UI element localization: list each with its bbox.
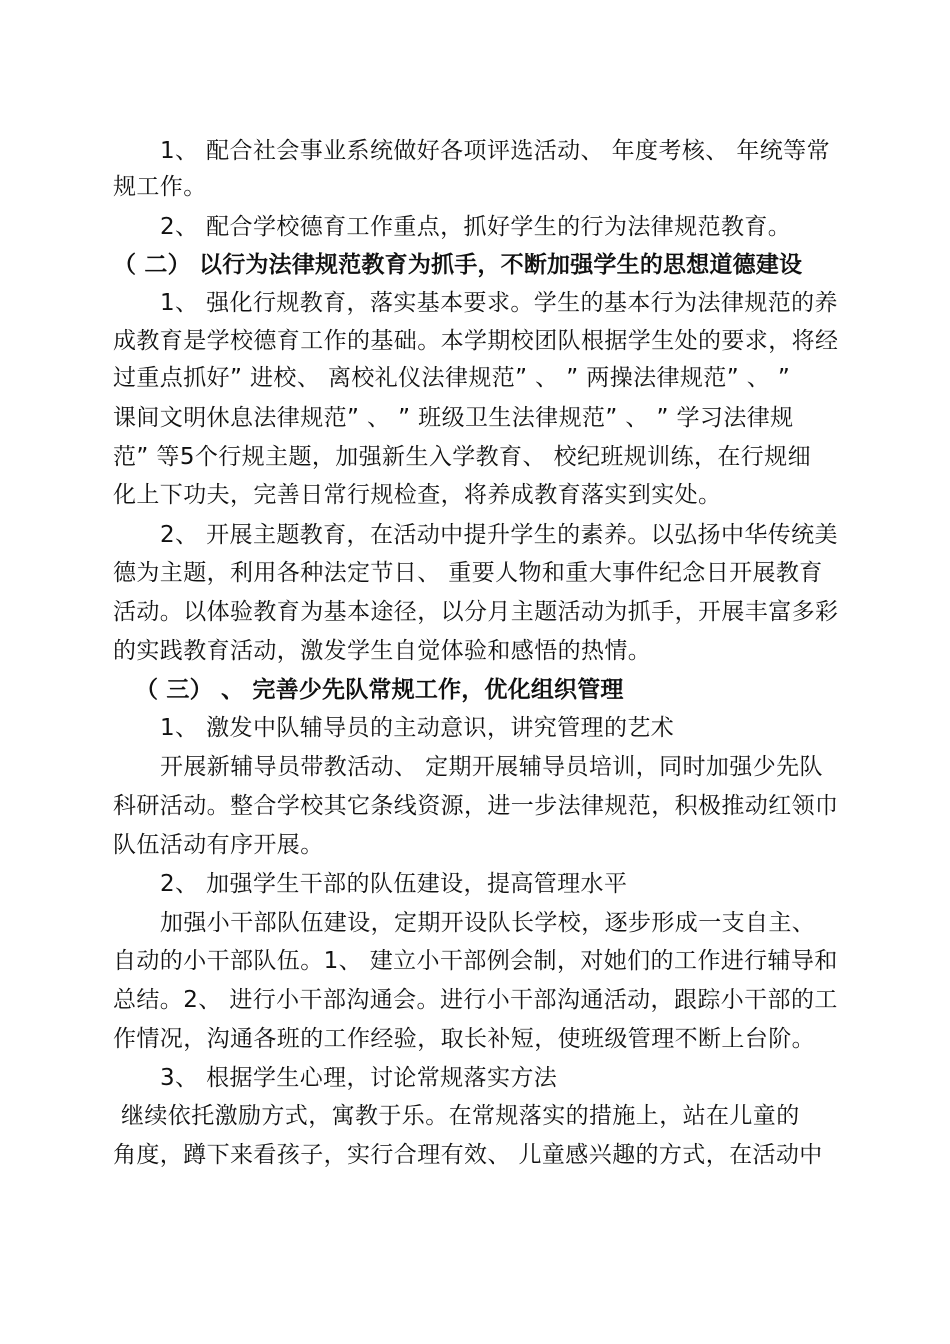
paragraph-line: 总结。2、 进行小干部沟通会。进行小干部沟通活动，跟踪小干部的工 [113, 987, 838, 1013]
paragraph-line: 活动。以体验教育为基本途径，以分月主题活动为抓手，开展丰富多彩 [113, 599, 839, 625]
paragraph-line: 科研活动。整合学校其它条线资源，进一步法律规范，积极推动红领巾 [113, 793, 839, 819]
paragraph-line: 过重点抓好” 进校、 离校礼仪法律规范” 、 ” 两操法律规范” 、 ” [113, 365, 791, 391]
paragraph-line: 1、 强化行规教育，落实基本要求。学生的基本行为法律规范的养 [160, 290, 838, 316]
paragraph-line: 队伍活动有序开展。 [113, 832, 324, 858]
paragraph-line: 2、 加强学生干部的队伍建设，提高管理水平 [160, 871, 628, 897]
paragraph-line: 加强小干部队伍建设，定期开设队长学校，逐步形成一支自主、 [160, 910, 816, 936]
paragraph-line: 规工作。 [113, 174, 207, 200]
section-heading: （ 二） 以行为法律规范教育为抓手，不断加强学生的思想道德建设 [113, 252, 803, 278]
paragraph-line: 1、 配合社会事业系统做好各项评选活动、 年度考核、 年统等常 [160, 138, 830, 164]
paragraph-line: 开展新辅导员带教活动、 定期开展辅导员培训，同时加强少先队 [160, 754, 823, 780]
paragraph-line: 课间文明休息法律规范” 、 ” 班级卫生法律规范” 、 ” 学习法律规 [113, 405, 794, 431]
paragraph-line: 3、 根据学生心理，讨论常规落实方法 [160, 1065, 558, 1091]
paragraph-line: 的实践教育活动，激发学生自觉体验和感悟的热情。 [113, 638, 652, 664]
paragraph-line: 德为主题，利用各种法定节日、 重要人物和重大事件纪念日开展教育 [113, 560, 823, 586]
paragraph-line: 2、 开展主题教育，在活动中提升学生的素养。以弘扬中华传统美 [160, 522, 838, 548]
paragraph-line: 2、 配合学校德育工作重点，抓好学生的行为法律规范教育。 [160, 214, 792, 240]
paragraph-line: 范” 等5个行规主题，加强新生入学教育、 校纪班规训练，在行规细 [113, 444, 811, 470]
paragraph-line: 作情况，沟通各班的工作经验，取长补短，使班级管理不断上台阶。 [113, 1026, 815, 1052]
paragraph-line: 成教育是学校德育工作的基础。本学期校团队根据学生处的要求，将经 [113, 328, 839, 354]
paragraph-line: 化上下功夫，完善日常行规检查，将养成教育落实到实处。 [113, 482, 722, 508]
paragraph-line: 1、 激发中队辅导员的主动意识，讲究管理的艺术 [160, 715, 675, 741]
section-heading: （ 三） 、 完善少先队常规工作，优化组织管理 [135, 677, 624, 703]
paragraph-line: 自动的小干部队伍。1、 建立小干部例会制，对她们的工作进行辅导和 [113, 948, 838, 974]
paragraph-line: 角度，蹲下来看孩子，实行合理有效、 儿童感兴趣的方式，在活动中 [113, 1142, 823, 1168]
paragraph-line: 继续依托激励方式，寓教于乐。在常规落实的措施上，站在儿童的 [121, 1103, 800, 1129]
